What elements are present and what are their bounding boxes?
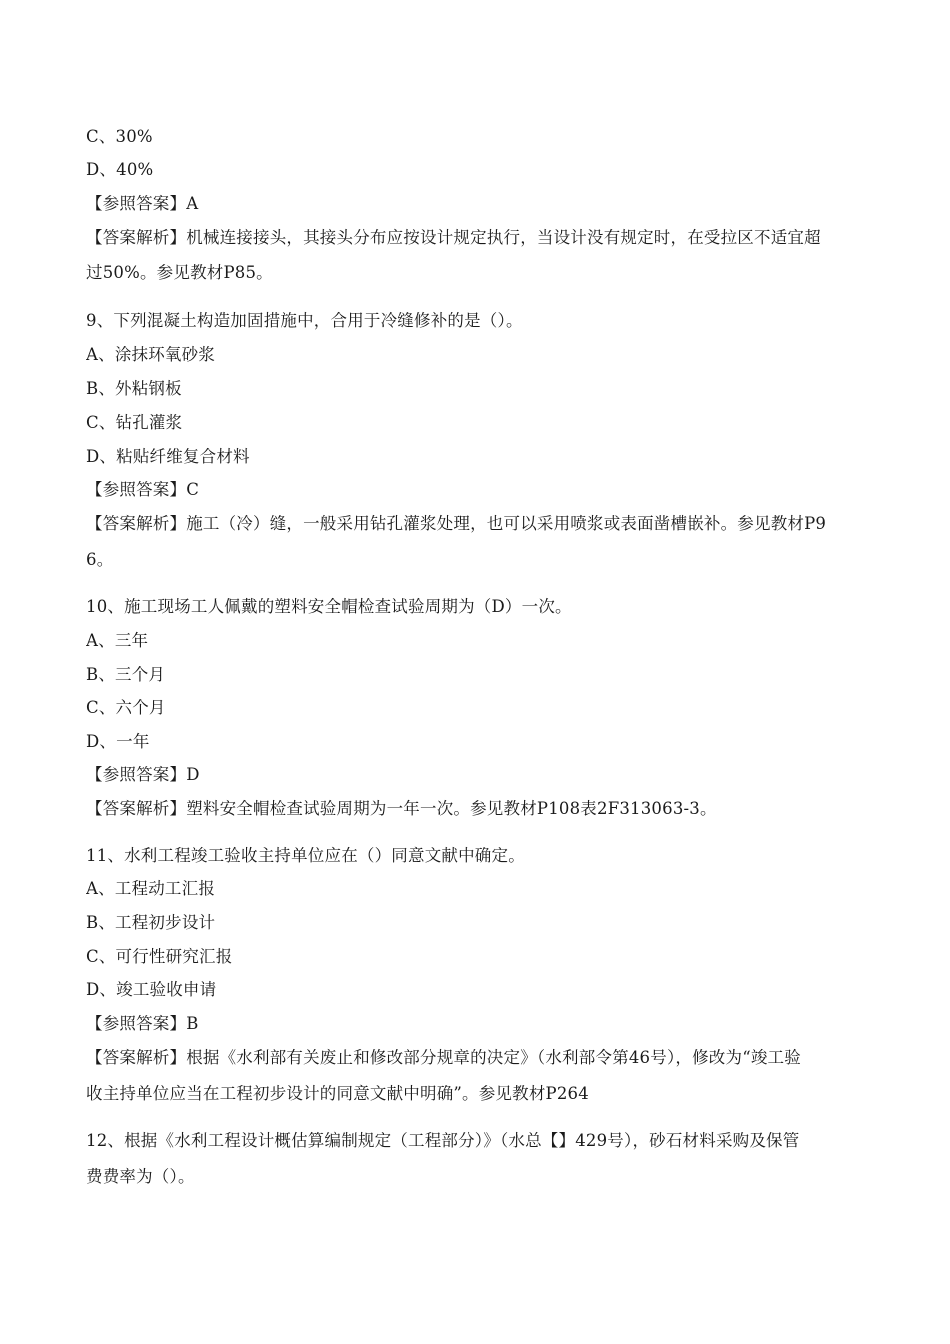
answer-analysis-line: 【答案解析】机械连接接头，其接头分布应按设计规定执行，当设计没有规定时，在受拉区不适宜超 (86, 228, 821, 247)
question-11-option-d: D、竣工验收申请 (86, 980, 217, 999)
question-11-title: 11、水利工程竣工验收主持单位应在（）同意文献中确定。 (86, 846, 525, 865)
question-11-option-c: C、可行性研究汇报 (86, 947, 233, 966)
question-9-answer-analysis-continuation: 6。 (86, 550, 114, 569)
question-11-answer-analysis-continuation: 收主持单位应当在工程初步设计的同意文献中明确”。参见教材P264 (86, 1084, 589, 1103)
option-c-line: C、30% (86, 127, 153, 146)
question-10-reference-answer: 【参照答案】D (86, 765, 200, 784)
question-11-reference-answer: 【参照答案】B (86, 1014, 199, 1033)
question-10-option-b: B、三个月 (86, 665, 166, 684)
question-10-option-c: C、六个月 (86, 698, 166, 717)
question-9-reference-answer: 【参照答案】C (86, 480, 200, 499)
reference-answer-line: 【参照答案】A (86, 194, 199, 213)
question-11-answer-analysis: 【答案解析】根据《水利部有关废止和修改部分规章的决定》（水利部令第46号），修改为“竣工验 (86, 1048, 801, 1067)
question-12-title-continuation: 费费率为（）。 (86, 1167, 195, 1186)
option-d-line: D、40% (86, 160, 154, 179)
question-9-option-d: D、粘贴纤维复合材料 (86, 447, 250, 466)
question-10-title: 10、施工现场工人佩戴的塑料安全帽检查试验周期为（D）一次。 (86, 597, 572, 616)
question-11-option-a: A、工程动工汇报 (86, 879, 216, 898)
question-9-answer-analysis: 【答案解析】施工（冷）缝，一般采用钻孔灌浆处理，也可以采用喷浆或表面凿槽嵌补。参见教材P9 (86, 514, 827, 533)
question-9-title: 9、下列混凝土构造加固措施中，合用于冷缝修补的是（）。 (86, 311, 523, 330)
question-11-option-b: B、工程初步设计 (86, 913, 216, 932)
question-10-option-d: D、一年 (86, 732, 150, 751)
question-9-option-b: B、外粘钢板 (86, 379, 182, 398)
question-9-option-a: A、涂抹环氧砂浆 (86, 345, 216, 364)
answer-analysis-continuation: 过50%。参见教材P85。 (86, 263, 273, 282)
question-10-answer-analysis: 【答案解析】塑料安全帽检查试验周期为一年一次。参见教材P108表2F313063-3。 (86, 799, 717, 818)
question-12-title: 12、根据《水利工程设计概估算编制规定（工程部分）》（水总【】429号），砂石材料采购及保管 (86, 1131, 800, 1150)
question-9-option-c: C、钻孔灌浆 (86, 413, 183, 432)
question-10-option-a: A、三年 (86, 631, 149, 650)
